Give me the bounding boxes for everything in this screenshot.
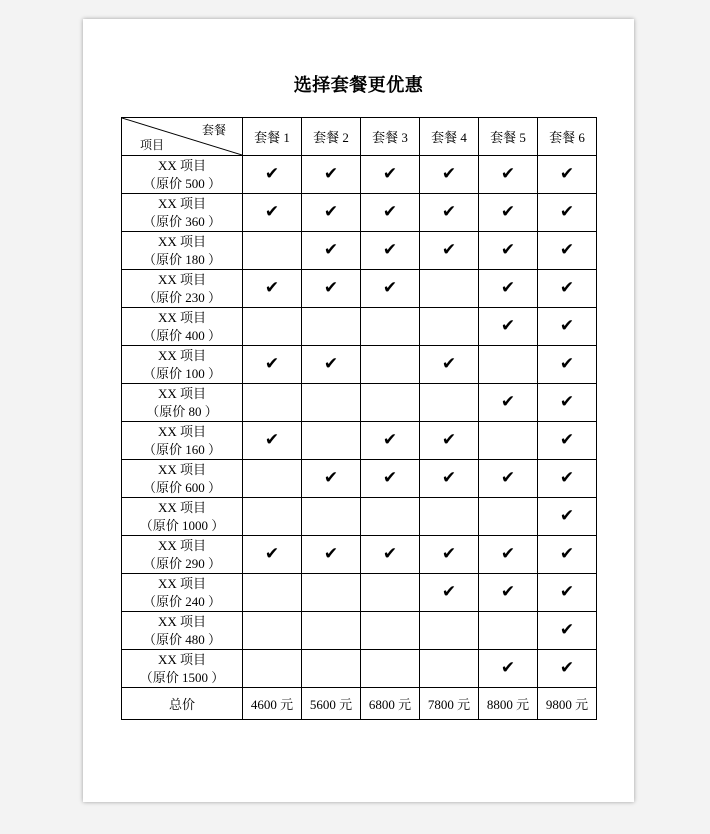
check-icon: ✔ <box>264 278 280 298</box>
check-icon: ✔ <box>441 430 457 450</box>
package-5-cell <box>479 346 538 384</box>
document-page <box>83 19 634 802</box>
check-icon: ✔ <box>559 620 575 640</box>
check-icon: ✔ <box>500 658 516 678</box>
package-2-cell <box>302 574 361 612</box>
package-3-cell <box>361 650 420 688</box>
item-name-cell <box>122 232 243 270</box>
check-icon: ✔ <box>382 468 398 488</box>
corner-item-label: 项目 <box>140 138 165 152</box>
package-5-cell <box>479 156 538 194</box>
package-6-cell <box>538 270 597 308</box>
package-3-cell <box>361 346 420 384</box>
item-name: XX 项目 <box>157 347 207 363</box>
package-5-cell <box>479 498 538 536</box>
package-6-cell <box>538 232 597 270</box>
item-name-cell <box>122 194 243 232</box>
check-icon: ✔ <box>500 202 516 222</box>
package-3-cell <box>361 270 420 308</box>
package-4-cell <box>420 194 479 232</box>
item-original-price: （原价 290 ） <box>142 555 221 571</box>
page-title: 选择套餐更优惠 <box>293 75 424 96</box>
table-row <box>122 460 597 498</box>
check-icon: ✔ <box>264 164 280 184</box>
package-5-cell <box>479 232 538 270</box>
item-original-price: （原价 600 ） <box>142 479 221 495</box>
package-header-5: 套餐 5 <box>479 118 538 156</box>
check-icon: ✔ <box>559 430 575 450</box>
check-icon: ✔ <box>559 506 575 526</box>
package-4-cell <box>420 308 479 346</box>
package-2-cell <box>302 270 361 308</box>
item-name: XX 项目 <box>157 385 207 401</box>
item-name: XX 项目 <box>157 613 207 629</box>
package-1-cell <box>243 612 302 650</box>
check-icon: ✔ <box>559 544 575 564</box>
package-4-cell <box>420 574 479 612</box>
table-row <box>122 270 597 308</box>
package-4-cell <box>420 498 479 536</box>
package-3-cell <box>361 232 420 270</box>
package-4-cell <box>420 346 479 384</box>
package-3-cell <box>361 156 420 194</box>
package-4-cell <box>420 460 479 498</box>
package-3-cell <box>361 574 420 612</box>
item-rows <box>122 156 597 688</box>
item-name: XX 项目 <box>157 233 207 249</box>
check-icon: ✔ <box>441 582 457 602</box>
item-original-price: （原价 180 ） <box>142 251 221 267</box>
package-5-cell <box>479 422 538 460</box>
check-icon: ✔ <box>323 202 339 222</box>
check-icon: ✔ <box>500 544 516 564</box>
package-1-cell <box>243 194 302 232</box>
package-4-cell <box>420 270 479 308</box>
check-icon: ✔ <box>500 316 516 336</box>
item-original-price: （原价 500 ） <box>142 175 221 191</box>
check-icon: ✔ <box>441 164 457 184</box>
item-name: XX 项目 <box>157 309 207 325</box>
package-3-cell <box>361 498 420 536</box>
check-icon: ✔ <box>559 316 575 336</box>
check-icon: ✔ <box>382 164 398 184</box>
check-icon: ✔ <box>500 582 516 602</box>
package-1-cell <box>243 346 302 384</box>
package-5-cell <box>479 270 538 308</box>
item-name-cell <box>122 270 243 308</box>
check-icon: ✔ <box>559 392 575 412</box>
package-3-cell <box>361 308 420 346</box>
check-icon: ✔ <box>264 354 280 374</box>
package-6-cell <box>538 422 597 460</box>
check-icon: ✔ <box>441 202 457 222</box>
item-original-price: （原价 100 ） <box>142 365 221 381</box>
package-4-cell <box>420 384 479 422</box>
check-icon: ✔ <box>323 354 339 374</box>
package-6-cell <box>538 156 597 194</box>
package-header-6: 套餐 6 <box>538 118 597 156</box>
item-name: XX 项目 <box>157 651 207 667</box>
package-3-cell <box>361 536 420 574</box>
package-1-cell <box>243 384 302 422</box>
package-1-cell <box>243 308 302 346</box>
package-5-cell <box>479 574 538 612</box>
check-icon: ✔ <box>500 392 516 412</box>
item-name: XX 项目 <box>157 423 207 439</box>
item-name-cell <box>122 346 243 384</box>
item-name-cell <box>122 536 243 574</box>
package-2-cell <box>302 422 361 460</box>
total-label: 总价 <box>122 688 243 720</box>
total-value-2: 5600 元 <box>302 688 361 720</box>
package-4-cell <box>420 156 479 194</box>
package-2-cell <box>302 650 361 688</box>
check-icon: ✔ <box>323 278 339 298</box>
check-icon: ✔ <box>323 544 339 564</box>
total-value-4: 7800 元 <box>420 688 479 720</box>
item-original-price: （原价 400 ） <box>142 327 221 343</box>
package-1-cell <box>243 460 302 498</box>
check-icon: ✔ <box>559 468 575 488</box>
table-row <box>122 232 597 270</box>
corner-header-cell <box>122 118 243 156</box>
package-header-4: 套餐 4 <box>420 118 479 156</box>
package-table <box>121 117 597 720</box>
package-1-cell <box>243 498 302 536</box>
package-header-2: 套餐 2 <box>302 118 361 156</box>
check-icon: ✔ <box>264 430 280 450</box>
header-row <box>122 118 597 156</box>
package-6-cell <box>538 650 597 688</box>
item-name-cell <box>122 384 243 422</box>
check-icon: ✔ <box>382 544 398 564</box>
item-original-price: （原价 80 ） <box>146 403 218 419</box>
total-value-3: 6800 元 <box>361 688 420 720</box>
check-icon: ✔ <box>382 240 398 260</box>
check-icon: ✔ <box>559 240 575 260</box>
package-3-cell <box>361 422 420 460</box>
package-5-cell <box>479 460 538 498</box>
package-2-cell <box>302 460 361 498</box>
table-row <box>122 422 597 460</box>
package-5-cell <box>479 194 538 232</box>
check-icon: ✔ <box>559 658 575 678</box>
package-4-cell <box>420 232 479 270</box>
item-original-price: （原价 1000 ） <box>139 517 225 533</box>
item-name: XX 项目 <box>157 271 207 287</box>
item-name: XX 项目 <box>157 575 207 591</box>
package-1-cell <box>243 650 302 688</box>
package-2-cell <box>302 308 361 346</box>
package-4-cell <box>420 650 479 688</box>
item-name-cell <box>122 612 243 650</box>
item-original-price: （原价 160 ） <box>142 441 221 457</box>
check-icon: ✔ <box>382 202 398 222</box>
package-4-cell <box>420 422 479 460</box>
table-row <box>122 194 597 232</box>
check-icon: ✔ <box>500 164 516 184</box>
check-icon: ✔ <box>264 544 280 564</box>
package-4-cell <box>420 536 479 574</box>
package-5-cell <box>479 612 538 650</box>
item-original-price: （原价 240 ） <box>142 593 221 609</box>
package-4-cell <box>420 612 479 650</box>
package-6-cell <box>538 536 597 574</box>
package-header-3: 套餐 3 <box>361 118 420 156</box>
package-1-cell <box>243 232 302 270</box>
check-icon: ✔ <box>382 278 398 298</box>
check-icon: ✔ <box>441 544 457 564</box>
check-icon: ✔ <box>323 468 339 488</box>
item-name-cell <box>122 156 243 194</box>
check-icon: ✔ <box>264 202 280 222</box>
package-2-cell <box>302 384 361 422</box>
package-header-1: 套餐 1 <box>243 118 302 156</box>
table-row <box>122 536 597 574</box>
package-5-cell <box>479 536 538 574</box>
item-original-price: （原价 480 ） <box>142 631 221 647</box>
package-6-cell <box>538 498 597 536</box>
package-1-cell <box>243 574 302 612</box>
check-icon: ✔ <box>323 164 339 184</box>
check-icon: ✔ <box>559 202 575 222</box>
item-name-cell <box>122 574 243 612</box>
table-row <box>122 612 597 650</box>
corner-package-label: 套餐 <box>201 123 226 137</box>
table-row <box>122 574 597 612</box>
check-icon: ✔ <box>559 278 575 298</box>
check-icon: ✔ <box>559 582 575 602</box>
table-row <box>122 498 597 536</box>
table-row <box>122 346 597 384</box>
total-value-1: 4600 元 <box>243 688 302 720</box>
package-6-cell <box>538 460 597 498</box>
check-icon: ✔ <box>382 430 398 450</box>
item-original-price: （原价 230 ） <box>142 289 221 305</box>
item-name: XX 项目 <box>157 537 207 553</box>
check-icon: ✔ <box>500 468 516 488</box>
package-1-cell <box>243 536 302 574</box>
check-icon: ✔ <box>559 164 575 184</box>
item-original-price: （原价 1500 ） <box>139 669 225 685</box>
item-name-cell <box>122 460 243 498</box>
package-6-cell <box>538 194 597 232</box>
total-row <box>122 688 597 720</box>
check-icon: ✔ <box>500 240 516 260</box>
check-icon: ✔ <box>441 240 457 260</box>
package-2-cell <box>302 498 361 536</box>
item-name-cell <box>122 422 243 460</box>
package-3-cell <box>361 460 420 498</box>
table-row <box>122 308 597 346</box>
package-2-cell <box>302 156 361 194</box>
item-name: XX 项目 <box>157 157 207 173</box>
package-5-cell <box>479 384 538 422</box>
table-row <box>122 156 597 194</box>
package-6-cell <box>538 574 597 612</box>
table-row <box>122 384 597 422</box>
item-name-cell <box>122 650 243 688</box>
package-6-cell <box>538 384 597 422</box>
package-1-cell <box>243 156 302 194</box>
package-6-cell <box>538 346 597 384</box>
item-original-price: （原价 360 ） <box>142 213 221 229</box>
item-name: XX 项目 <box>157 461 207 477</box>
item-name-cell <box>122 498 243 536</box>
total-value-6: 9800 元 <box>538 688 597 720</box>
table-row <box>122 650 597 688</box>
package-6-cell <box>538 612 597 650</box>
package-2-cell <box>302 232 361 270</box>
check-icon: ✔ <box>441 468 457 488</box>
package-2-cell <box>302 346 361 384</box>
check-icon: ✔ <box>500 278 516 298</box>
item-name: XX 项目 <box>157 195 207 211</box>
item-name-cell <box>122 308 243 346</box>
item-name: XX 项目 <box>157 499 207 515</box>
package-5-cell <box>479 650 538 688</box>
check-icon: ✔ <box>323 240 339 260</box>
check-icon: ✔ <box>559 354 575 374</box>
package-3-cell <box>361 612 420 650</box>
package-2-cell <box>302 536 361 574</box>
package-3-cell <box>361 194 420 232</box>
package-3-cell <box>361 384 420 422</box>
package-5-cell <box>479 308 538 346</box>
check-icon: ✔ <box>441 354 457 374</box>
package-2-cell <box>302 194 361 232</box>
package-2-cell <box>302 612 361 650</box>
total-value-5: 8800 元 <box>479 688 538 720</box>
package-1-cell <box>243 422 302 460</box>
package-1-cell <box>243 270 302 308</box>
package-6-cell <box>538 308 597 346</box>
